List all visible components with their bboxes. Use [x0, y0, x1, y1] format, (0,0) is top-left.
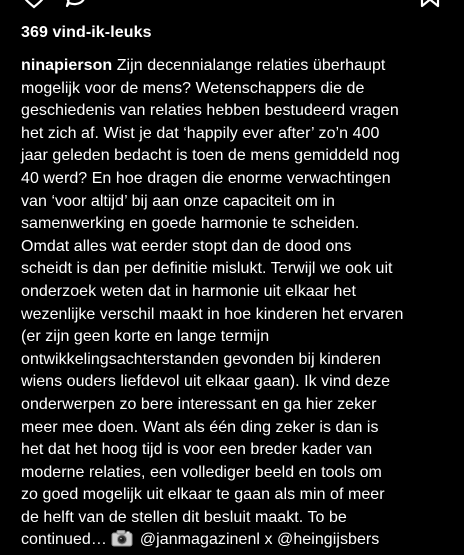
post-action-bar [0, 0, 464, 8]
post-caption [21, 55, 457, 555]
caption-line: scheidt is dan per definitie mislukt. Terwijl we ook uit [21, 260, 393, 278]
heart-icon[interactable] [21, 0, 47, 13]
caption-line [21, 529, 457, 555]
caption-line: 40 werd? En hoe dragen die enorme verwachtingen [21, 169, 391, 187]
caption-line: onderzoek weten dat in harmonie uit elkaar het [21, 282, 356, 300]
caption-line: moderne relaties, een vollediger beeld en tools om [21, 463, 382, 481]
caption-line: (er zijn geen korte en lange termijn [21, 328, 270, 346]
camera-icon [111, 529, 133, 555]
comment-icon[interactable] [63, 0, 89, 13]
caption-line: meer mee doen. Want als één ding zeker is dan is [21, 418, 379, 436]
caption-line: wezenlijke verschil maakt in hoe kinderen het ervaren [21, 305, 404, 323]
caption-line: jaar geleden bedacht is toen de mens gemiddeld nog [21, 147, 400, 165]
caption-line: onderwerpen zo bere interessant en ga hier zeker [21, 395, 377, 413]
caption-line: ontwikkelingsachterstanden gevonden bij kinderen [21, 350, 381, 368]
caption-line: de helft van de stellen dit besluit maakt. To be [21, 508, 347, 526]
caption-line: samenwerking en goede harmonie te scheiden. [21, 215, 360, 233]
caption-text: Zijn decennialange relaties überhaupt [112, 57, 386, 74]
caption-line: geschiedenis van relaties hebben bestudeerd vragen [21, 102, 399, 120]
caption-mentions[interactable]: @janmagazinenl x @heingijsbers [135, 531, 380, 549]
caption-line [21, 55, 457, 78]
likes-count[interactable]: 369 vind-ik-leuks [21, 24, 152, 41]
caption-line: mogelijk voor de mens? Wetenschappers die de [21, 79, 365, 97]
caption-text: continued… [21, 531, 112, 549]
caption-line: Omdat alles wat eerder stopt dan de dood ons [21, 237, 352, 255]
author-username[interactable]: ninapierson [21, 57, 113, 74]
caption-line: zo goed mogelijk uit elkaar te gaan als min of meer [21, 486, 385, 504]
bookmark-icon[interactable] [419, 0, 441, 13]
caption-line: van ‘voor altijd’ bij aan onze capaciteit om in [21, 192, 335, 210]
caption-line: het zich af. Wist je dat ‘happily ever after’ zo’n 400 [21, 124, 380, 142]
caption-line: wiens ouders liefdevol uit elkaar gaan). Ik vind deze [21, 373, 391, 391]
caption-line: het dat het hoog tijd is voor een breder kader van [21, 441, 373, 459]
